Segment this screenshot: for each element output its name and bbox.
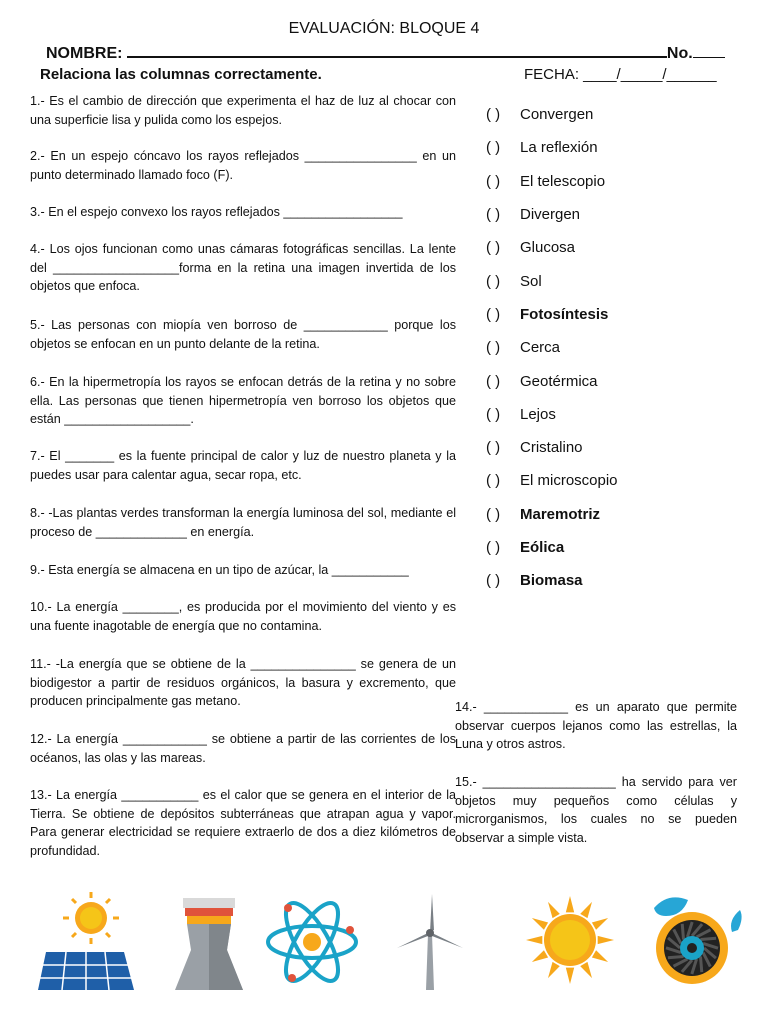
page-title: EVALUACIÓN: BLOQUE 4 [288, 20, 480, 37]
option-label: Eólica [520, 539, 565, 556]
answer-blank[interactable]: ( ) [486, 305, 501, 323]
option-item [486, 431, 746, 464]
option-label: Lejos [520, 405, 556, 423]
option-label: Divergen [520, 206, 581, 224]
question-2: 2.- En un espejo cóncavo los rayos reflejados ________________ en un punto determinado llamado foco (F). [30, 149, 456, 182]
option-item [486, 531, 746, 564]
answer-blank[interactable]: ( ) [486, 539, 501, 556]
option-label: Biomasa [520, 572, 583, 590]
instruction: Relaciona las columnas correctamente. [40, 66, 322, 83]
answer-blank[interactable]: ( ) [486, 439, 501, 457]
question-6: 6.- En la hipermetropía los rayos se enfocan detrás de la retina y no sobre ella. Las personas que tienen hipermetropía ven borroso los objetos que están __________________. [30, 375, 456, 426]
answer-blank[interactable]: ( ) [486, 239, 501, 257]
name-blank[interactable] [127, 42, 667, 58]
question-14: 14.- ____________ es un aparato que permite observar cuerpos lejanos como las estrellas, la Luna y otros astros. [455, 700, 737, 751]
question-4: 4.- Los ojos funcionan como unas cámaras fotográficas sencillas. La lente del __________________forma en la retina una imagen invertida de los objetos que enfoca. [30, 242, 456, 293]
question-5: 5.- Las personas con miopía ven borroso de ____________ porque los objetos se enfocan en un punto delante de la retina. [30, 318, 456, 351]
question-15: 15.- ___________________ ha servido para ver objetos muy pequeños como células y microrganismos, los cuales no se pueden observar a simple vista. [455, 775, 737, 845]
name-label: NOMBRE: [46, 45, 123, 62]
option-label: El microscopio [520, 472, 618, 490]
option-item [486, 231, 746, 264]
sun-icon [525, 890, 615, 990]
option-item [486, 198, 746, 231]
energy-icons-row [30, 890, 750, 1000]
answer-blank[interactable]: ( ) [486, 272, 501, 290]
option-item [486, 498, 746, 531]
question-8: 8.- -Las plantas verdes transforman la energía luminosa del sol, mediante el proceso de _____________ en energía. [30, 506, 456, 539]
option-item [486, 564, 746, 597]
answer-blank[interactable]: ( ) [486, 505, 501, 523]
number-label: No. [666, 45, 693, 62]
answer-blank[interactable]: ( ) [486, 405, 501, 423]
answer-options [486, 98, 746, 597]
option-label: El telescopio [520, 172, 606, 190]
option-label: Sol [520, 272, 542, 290]
wind-turbine-icon [395, 890, 465, 990]
answer-blank[interactable]: ( ) [486, 339, 501, 357]
option-item [486, 131, 746, 164]
name-field-row [46, 42, 725, 63]
power-plant-icon [165, 890, 255, 990]
atom-icon [262, 890, 362, 990]
question-11: 11.- -La energía que se obtiene de la _______________ se genera de un biodigestor a partir de residuos orgánicos, la basura y excremento, que producen principalmente gas metano. [30, 657, 456, 708]
question-3: 3.- En el espejo convexo los rayos reflejados _________________ [30, 205, 403, 219]
turbine-water-icon [648, 890, 748, 990]
answer-blank[interactable]: ( ) [486, 172, 501, 190]
option-label: Convergen [520, 106, 594, 124]
answer-blank[interactable]: ( ) [486, 572, 501, 590]
question-12: 12.- La energía ____________ se obtiene a partir de las corrientes de los océanos, las olas y las mareas. [30, 732, 456, 765]
answer-blank[interactable]: ( ) [486, 472, 501, 490]
answer-blank[interactable]: ( ) [486, 106, 501, 124]
option-item [486, 98, 746, 131]
option-label: Cristalino [520, 439, 583, 457]
question-9: 9.- Esta energía se almacena en un tipo de azúcar, la ___________ [30, 563, 409, 577]
option-item [486, 364, 746, 397]
answer-blank[interactable]: ( ) [486, 206, 501, 224]
option-item [486, 298, 746, 331]
question-13: 13.- La energía ___________ es el calor que se genera en el interior de la Tierra. Se obtiene de depósitos subterráneas que atrapan agua y vapor. Para generar electricidad se requiere extraerlo de dos a diez kilómetros de profundidad. [30, 788, 456, 858]
option-label: Geotérmica [520, 372, 598, 390]
number-blank[interactable] [693, 43, 725, 58]
solar-panel-icon [36, 890, 136, 990]
question-7: 7.- El _______ es la fuente principal de calor y luz de nuestro planeta y la puedes usar para calentar agua, secar ropa, etc. [30, 449, 456, 482]
option-item [486, 331, 746, 364]
option-item [486, 264, 746, 297]
option-label: Glucosa [520, 239, 576, 257]
answer-blank[interactable]: ( ) [486, 372, 501, 390]
option-label: La reflexión [520, 139, 598, 157]
option-item [486, 464, 746, 497]
option-label: Maremotriz [520, 505, 601, 523]
option-item [486, 398, 746, 431]
option-label: Cerca [520, 339, 561, 357]
option-label: Fotosíntesis [520, 305, 609, 323]
date-field: FECHA: ____/_____/______ [524, 66, 717, 83]
question-10: 10.- La energía ________, es producida por el movimiento del viento y es una fuente inagotable de energía que no contamina. [30, 600, 456, 633]
answer-blank[interactable]: ( ) [486, 139, 501, 157]
option-item [486, 165, 746, 198]
question-1: 1.- Es el cambio de dirección que experimenta el haz de luz al chocar con una superficie lisa y pulida como los espejos. [30, 94, 456, 127]
